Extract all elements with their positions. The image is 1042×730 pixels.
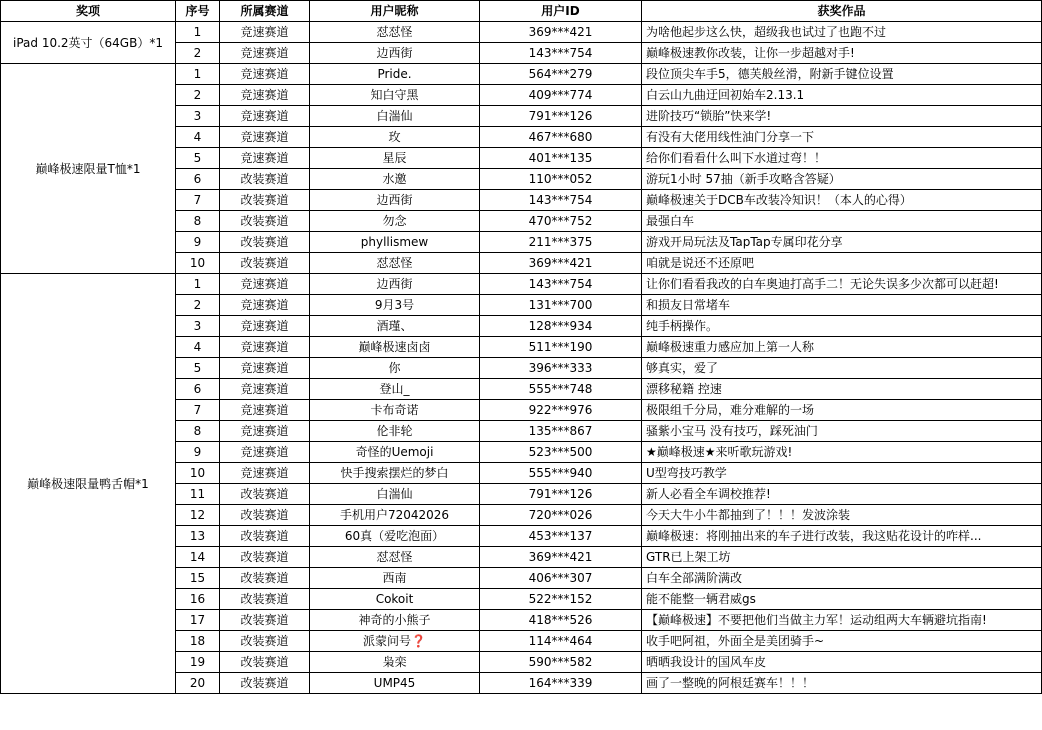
row-nickname-cell: 怼怼怪 <box>310 253 480 274</box>
row-user-id-cell: 406***307 <box>480 568 642 589</box>
prize-cell: 巅峰极速限量鸭舌帽*1 <box>1 274 176 694</box>
row-index-cell: 1 <box>176 64 220 85</box>
row-user-id-cell: 791***126 <box>480 106 642 127</box>
row-index-cell: 14 <box>176 547 220 568</box>
row-user-id-cell: 511***190 <box>480 337 642 358</box>
row-user-id-cell: 143***754 <box>480 43 642 64</box>
row-index-cell: 15 <box>176 568 220 589</box>
header-index: 序号 <box>176 1 220 22</box>
row-user-id-cell: 110***052 <box>480 169 642 190</box>
row-nickname-cell: 伦非轮 <box>310 421 480 442</box>
row-work-cell: 白云山九曲迂回初始车2.13.1 <box>642 85 1042 106</box>
row-user-id-cell: 369***421 <box>480 22 642 43</box>
row-index-cell: 2 <box>176 43 220 64</box>
row-index-cell: 19 <box>176 652 220 673</box>
row-user-id-cell: 409***774 <box>480 85 642 106</box>
row-track-cell: 改装赛道 <box>220 673 310 694</box>
row-index-cell: 2 <box>176 295 220 316</box>
row-nickname-cell: 奇怪的Uemoji <box>310 442 480 463</box>
row-track-cell: 改装赛道 <box>220 526 310 547</box>
row-track-cell: 改装赛道 <box>220 232 310 253</box>
row-track-cell: 改装赛道 <box>220 589 310 610</box>
row-user-id-cell: 369***421 <box>480 547 642 568</box>
prize-cell: 巅峰极速限量T恤*1 <box>1 64 176 274</box>
row-work-cell: 【巅峰极速】不要把他们当做主力军！运动组两大车辆避坑指南! <box>642 610 1042 631</box>
row-nickname-cell: 怼怼怪 <box>310 547 480 568</box>
row-work-cell: 游戏开局玩法及TapTap专属印花分享 <box>642 232 1042 253</box>
row-track-cell: 改装赛道 <box>220 547 310 568</box>
row-nickname-cell: 登山_ <box>310 379 480 400</box>
row-work-cell: 让你们看看我改的白车奥迪打高手二！无论失误多少次都可以赶超! <box>642 274 1042 295</box>
row-user-id-cell: 401***135 <box>480 148 642 169</box>
row-work-cell: 能不能整一辆君威gs <box>642 589 1042 610</box>
row-user-id-cell: 720***026 <box>480 505 642 526</box>
row-work-cell: 给你们看看什么叫下水道过弯！！ <box>642 148 1042 169</box>
row-work-cell: 今天大牛小牛都抽到了！！！发波涂装 <box>642 505 1042 526</box>
row-nickname-cell: 知白守黑 <box>310 85 480 106</box>
row-nickname-cell: 勿念 <box>310 211 480 232</box>
header-row <box>1 1 1042 22</box>
row-track-cell: 竞速赛道 <box>220 316 310 337</box>
row-nickname-cell: 白湍仙 <box>310 484 480 505</box>
table-body <box>1 22 1042 694</box>
header-user-id: 用户ID <box>480 1 642 22</box>
header-work: 获奖作品 <box>642 1 1042 22</box>
row-nickname-cell: 神奇的小熊子 <box>310 610 480 631</box>
row-index-cell: 11 <box>176 484 220 505</box>
row-track-cell: 改装赛道 <box>220 253 310 274</box>
row-track-cell: 改装赛道 <box>220 505 310 526</box>
row-track-cell: 竞速赛道 <box>220 274 310 295</box>
row-nickname-cell: 9月3号 <box>310 295 480 316</box>
row-track-cell: 竞速赛道 <box>220 295 310 316</box>
row-track-cell: 竞速赛道 <box>220 463 310 484</box>
table-row <box>1 274 1042 295</box>
row-nickname-cell: 水邀 <box>310 169 480 190</box>
row-track-cell: 改装赛道 <box>220 169 310 190</box>
row-index-cell: 2 <box>176 85 220 106</box>
row-nickname-cell: Cokoit <box>310 589 480 610</box>
row-user-id-cell: 555***940 <box>480 463 642 484</box>
prize-cell: iPad 10.2英寸（64GB）*1 <box>1 22 176 64</box>
row-index-cell: 9 <box>176 442 220 463</box>
row-index-cell: 9 <box>176 232 220 253</box>
row-index-cell: 20 <box>176 673 220 694</box>
row-user-id-cell: 555***748 <box>480 379 642 400</box>
row-index-cell: 3 <box>176 316 220 337</box>
row-user-id-cell: 211***375 <box>480 232 642 253</box>
row-user-id-cell: 470***752 <box>480 211 642 232</box>
row-work-cell: 和损友日常堵车 <box>642 295 1042 316</box>
header-prize: 奖项 <box>1 1 176 22</box>
row-track-cell: 竞速赛道 <box>220 337 310 358</box>
row-nickname-cell: 酒瑾、 <box>310 316 480 337</box>
row-work-cell: 段位顶尖车手5，德芙般丝滑，附新手键位设置 <box>642 64 1042 85</box>
row-nickname-cell: 边西街 <box>310 43 480 64</box>
row-index-cell: 1 <box>176 274 220 295</box>
row-track-cell: 竞速赛道 <box>220 85 310 106</box>
row-user-id-cell: 418***526 <box>480 610 642 631</box>
row-track-cell: 改装赛道 <box>220 211 310 232</box>
row-nickname-cell: 玫 <box>310 127 480 148</box>
row-index-cell: 8 <box>176 211 220 232</box>
row-index-cell: 6 <box>176 169 220 190</box>
row-nickname-cell: 边西街 <box>310 190 480 211</box>
row-index-cell: 13 <box>176 526 220 547</box>
row-nickname-cell: UMP45 <box>310 673 480 694</box>
row-work-cell: U型弯技巧教学 <box>642 463 1042 484</box>
row-track-cell: 竞速赛道 <box>220 442 310 463</box>
row-user-id-cell: 128***934 <box>480 316 642 337</box>
row-work-cell: 最强白车 <box>642 211 1042 232</box>
row-track-cell: 改装赛道 <box>220 610 310 631</box>
row-track-cell: 竞速赛道 <box>220 106 310 127</box>
row-work-cell: 极限组千分局，难分难解的一场 <box>642 400 1042 421</box>
row-work-cell: 漂移秘籍 控速 <box>642 379 1042 400</box>
row-index-cell: 17 <box>176 610 220 631</box>
row-nickname-cell: 怼怼怪 <box>310 22 480 43</box>
row-user-id-cell: 564***279 <box>480 64 642 85</box>
row-index-cell: 6 <box>176 379 220 400</box>
row-user-id-cell: 143***754 <box>480 274 642 295</box>
row-track-cell: 竞速赛道 <box>220 400 310 421</box>
row-index-cell: 18 <box>176 631 220 652</box>
row-index-cell: 3 <box>176 106 220 127</box>
row-nickname-cell: phyllismew <box>310 232 480 253</box>
row-work-cell: 进阶技巧“锁胎”快来学! <box>642 106 1042 127</box>
row-work-cell: 巅峰极速：将刚抽出来的车子进行改装，我这贴花设计的咋样... <box>642 526 1042 547</box>
row-index-cell: 4 <box>176 127 220 148</box>
row-nickname-cell: 卡布奇诺 <box>310 400 480 421</box>
row-user-id-cell: 522***152 <box>480 589 642 610</box>
header-nickname: 用户昵称 <box>310 1 480 22</box>
row-index-cell: 1 <box>176 22 220 43</box>
row-work-cell: 够真实，爱了 <box>642 358 1042 379</box>
row-work-cell: 画了一整晚的阿根廷赛车！！！ <box>642 673 1042 694</box>
row-work-cell: 为啥他起步这么快，超级我也试过了也跑不过 <box>642 22 1042 43</box>
row-track-cell: 改装赛道 <box>220 568 310 589</box>
row-user-id-cell: 453***137 <box>480 526 642 547</box>
row-work-cell: 晒晒我设计的国风车皮 <box>642 652 1042 673</box>
row-work-cell: 巅峰极速重力感应加上第一人称 <box>642 337 1042 358</box>
row-track-cell: 竞速赛道 <box>220 358 310 379</box>
row-index-cell: 4 <box>176 337 220 358</box>
row-track-cell: 竞速赛道 <box>220 127 310 148</box>
row-index-cell: 12 <box>176 505 220 526</box>
row-work-cell: 收手吧阿祖，外面全是美团骑手~ <box>642 631 1042 652</box>
row-nickname-cell: 60真（爱吃泡面） <box>310 526 480 547</box>
row-nickname-cell: 星辰 <box>310 148 480 169</box>
row-work-cell: 巅峰极速教你改装，让你一步超越对手! <box>642 43 1042 64</box>
row-track-cell: 竞速赛道 <box>220 43 310 64</box>
row-index-cell: 8 <box>176 421 220 442</box>
row-index-cell: 10 <box>176 253 220 274</box>
row-nickname-cell: 巅峰极速卤卤 <box>310 337 480 358</box>
row-track-cell: 竞速赛道 <box>220 148 310 169</box>
row-user-id-cell: 135***867 <box>480 421 642 442</box>
row-nickname-cell: 白湍仙 <box>310 106 480 127</box>
row-index-cell: 10 <box>176 463 220 484</box>
row-index-cell: 7 <box>176 190 220 211</box>
row-nickname-cell: 你 <box>310 358 480 379</box>
row-track-cell: 改装赛道 <box>220 631 310 652</box>
row-index-cell: 16 <box>176 589 220 610</box>
table-row <box>1 64 1042 85</box>
row-user-id-cell: 590***582 <box>480 652 642 673</box>
row-user-id-cell: 922***976 <box>480 400 642 421</box>
row-user-id-cell: 164***339 <box>480 673 642 694</box>
row-track-cell: 竞速赛道 <box>220 64 310 85</box>
row-nickname-cell: 枭栾 <box>310 652 480 673</box>
row-work-cell: 新人必看全车调校推荐! <box>642 484 1042 505</box>
row-track-cell: 改装赛道 <box>220 484 310 505</box>
row-nickname-cell: Pride. <box>310 64 480 85</box>
table-row <box>1 22 1042 43</box>
row-user-id-cell: 396***333 <box>480 358 642 379</box>
row-user-id-cell: 114***464 <box>480 631 642 652</box>
row-index-cell: 7 <box>176 400 220 421</box>
row-user-id-cell: 523***500 <box>480 442 642 463</box>
row-work-cell: 纯手柄操作。 <box>642 316 1042 337</box>
row-work-cell: ★巅峰极速★来听歌玩游戏! <box>642 442 1042 463</box>
row-work-cell: 巅峰极速关于DCB车改装冷知识！（本人的心得） <box>642 190 1042 211</box>
row-work-cell: 游玩1小时 57抽（新手攻略含答疑） <box>642 169 1042 190</box>
row-work-cell: 白车全部满阶满改 <box>642 568 1042 589</box>
row-nickname-cell: 西南 <box>310 568 480 589</box>
row-user-id-cell: 143***754 <box>480 190 642 211</box>
row-work-cell: 骚紫小宝马 没有技巧，踩死油门 <box>642 421 1042 442</box>
row-index-cell: 5 <box>176 148 220 169</box>
row-track-cell: 改装赛道 <box>220 190 310 211</box>
row-nickname-cell: 手机用户72042026 <box>310 505 480 526</box>
row-user-id-cell: 131***700 <box>480 295 642 316</box>
row-work-cell: GTR已上架工坊 <box>642 547 1042 568</box>
row-index-cell: 5 <box>176 358 220 379</box>
row-track-cell: 竞速赛道 <box>220 421 310 442</box>
row-work-cell: 有没有大佬用线性油门分享一下 <box>642 127 1042 148</box>
row-nickname-cell: 边西街 <box>310 274 480 295</box>
row-nickname-cell: 快手搜索摆烂的梦白 <box>310 463 480 484</box>
row-track-cell: 竞速赛道 <box>220 379 310 400</box>
row-nickname-cell: 派蒙问号❓ <box>310 631 480 652</box>
row-user-id-cell: 791***126 <box>480 484 642 505</box>
row-user-id-cell: 467***680 <box>480 127 642 148</box>
row-track-cell: 改装赛道 <box>220 652 310 673</box>
row-user-id-cell: 369***421 <box>480 253 642 274</box>
header-track: 所属赛道 <box>220 1 310 22</box>
row-track-cell: 竞速赛道 <box>220 22 310 43</box>
row-work-cell: 咱就是说还不还原吧 <box>642 253 1042 274</box>
